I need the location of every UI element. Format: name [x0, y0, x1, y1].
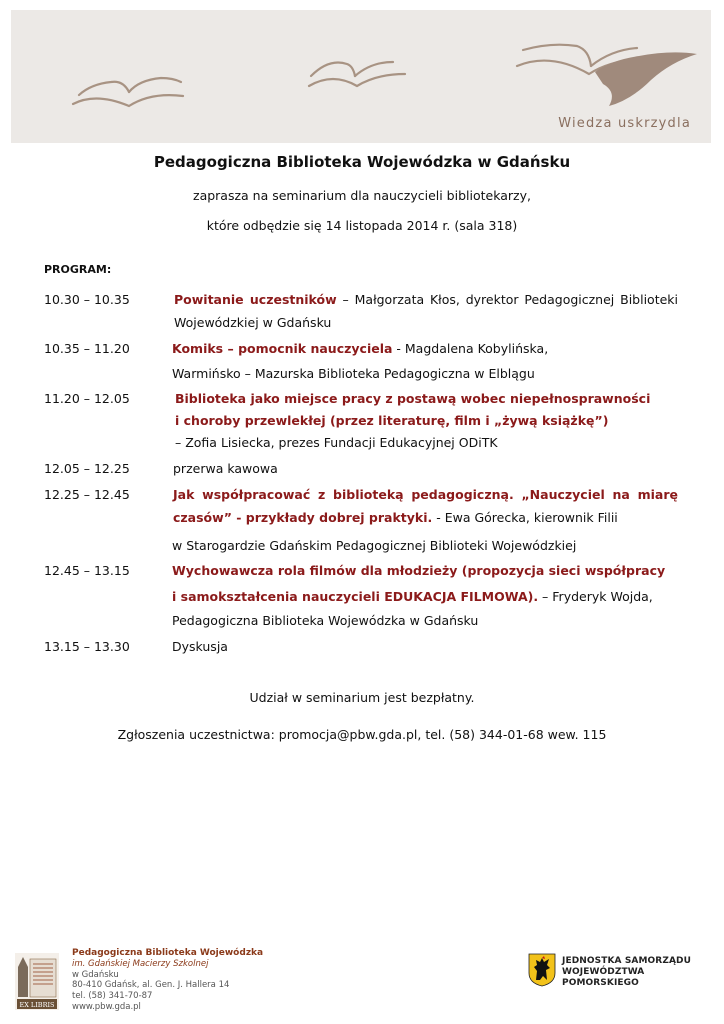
program-item-title: i samokształcenia nauczycieli EDUKACJA FILMOWA).: [172, 589, 539, 604]
program-item-title: Powitanie uczestników: [174, 292, 337, 307]
footer-address: [72, 948, 263, 1013]
program-time: 13.15 – 13.30: [44, 639, 130, 654]
program-item-affiliation: Warmińsko – Mazurska Biblioteka Pedagogiczna w Elblągu: [172, 366, 535, 381]
program-time: 12.25 – 12.45: [44, 487, 130, 502]
program-item-title-cont: . „Nauczyciel na miarę: [508, 487, 678, 502]
program-item-text: przerwa kawowa: [173, 461, 278, 476]
program-label: PROGRAM:: [44, 263, 112, 276]
program-item-affiliation: Wojewódzkiej w Gdańsku: [174, 315, 332, 330]
program-item-line: [172, 589, 653, 604]
program-time: 10.30 – 10.35: [44, 292, 130, 307]
program-time: 11.20 – 12.05: [44, 391, 130, 406]
page-title: Pedagogiczna Biblioteka Wojewódzka w Gdańsku: [153, 153, 571, 171]
program-item-speaker: – Małgorzata Kłos, dyrektor Pedagogicznej Biblioteki: [336, 292, 679, 307]
region-line: WOJEWÓDZTWA POMORSKIEGO: [562, 967, 645, 988]
program-item-title: czasów” - przykłady dobrej praktyki.: [173, 510, 433, 525]
footer-city: w Gdańsku: [72, 969, 119, 980]
program-item-title: Wychowawcza rola filmów dla młodzieży (propozycja sieci współpracy: [172, 563, 666, 578]
footer-phone: tel. (58) 341-70-87: [72, 991, 153, 1002]
bird-wing-shape: [595, 52, 697, 106]
program-item-line: [172, 341, 548, 356]
program-item-affiliation: Pedagogiczna Biblioteka Wojewódzka w Gdańsku: [172, 613, 479, 628]
footer-street: 80-410 Gdańsk, al. Gen. J. Hallera 14: [72, 980, 230, 991]
program-item-speaker: - Magdalena Kobylińska,: [392, 341, 549, 356]
program-item-affiliation: w Starogardzie Gdańskim Pedagogicznej Biblioteki Wojewódzkiej: [172, 538, 577, 553]
date-line: które odbędzie się 14 listopada 2014 r. (sala 318): [206, 218, 518, 233]
program-time: 12.45 – 13.15: [44, 563, 130, 578]
invite-line: zaprasza na seminarium dla nauczycieli bibliotekarzy,: [193, 188, 531, 203]
program-time: 10.35 – 11.20: [44, 341, 130, 356]
program-item-line: [173, 487, 678, 502]
program-item-line: [173, 510, 618, 525]
program-item-title: i choroby przewlekłej (przez literaturę, film i „żywą książkę”): [175, 413, 609, 428]
griffin-coat-of-arms-icon: [528, 953, 556, 987]
footer-sub: im. Gdańskiej Macierzy Szkolnej: [72, 958, 209, 969]
program-item-speaker: – Fryderyk Wojda,: [538, 589, 653, 604]
region-line: JEDNOSTKA SAMORZĄDU: [562, 956, 691, 966]
logo-caption: EX LIBRIS: [19, 1001, 55, 1009]
free-entry-note: Udział w seminarium jest bezpłatny.: [249, 690, 475, 705]
region-label: [562, 956, 724, 989]
library-logo: [15, 953, 59, 1010]
footer-web: www.pbw.gda.pl: [72, 1001, 141, 1012]
tagline: Wiedza uskrzydla: [558, 116, 691, 131]
program-item-speaker: – Zofia Lisiecka, prezes Fundacji Edukacyjnej ODiTK: [175, 435, 498, 450]
program-item-line: [174, 292, 678, 307]
program-item-title: Jak współpracować z biblioteką pedagogiczną: [173, 487, 509, 502]
program-item-speaker: - Ewa Górecka, kierownik Filii: [432, 510, 618, 525]
footer-org: Pedagogiczna Biblioteka Wojewódzka: [72, 948, 264, 958]
header-banner: [11, 10, 711, 143]
program-item-title: Biblioteka jako miejsce pracy z postawą wobec niepełnosprawności: [175, 391, 651, 406]
program-time: 12.05 – 12.25: [44, 461, 130, 476]
contact-note: Zgłoszenia uczestnictwa: promocja@pbw.gda.pl, tel. (58) 344-01-68 wew. 115: [117, 727, 607, 742]
program-item-title: Komiks – pomocnik nauczyciela: [172, 341, 393, 356]
program-item-text: Dyskusja: [172, 639, 228, 654]
